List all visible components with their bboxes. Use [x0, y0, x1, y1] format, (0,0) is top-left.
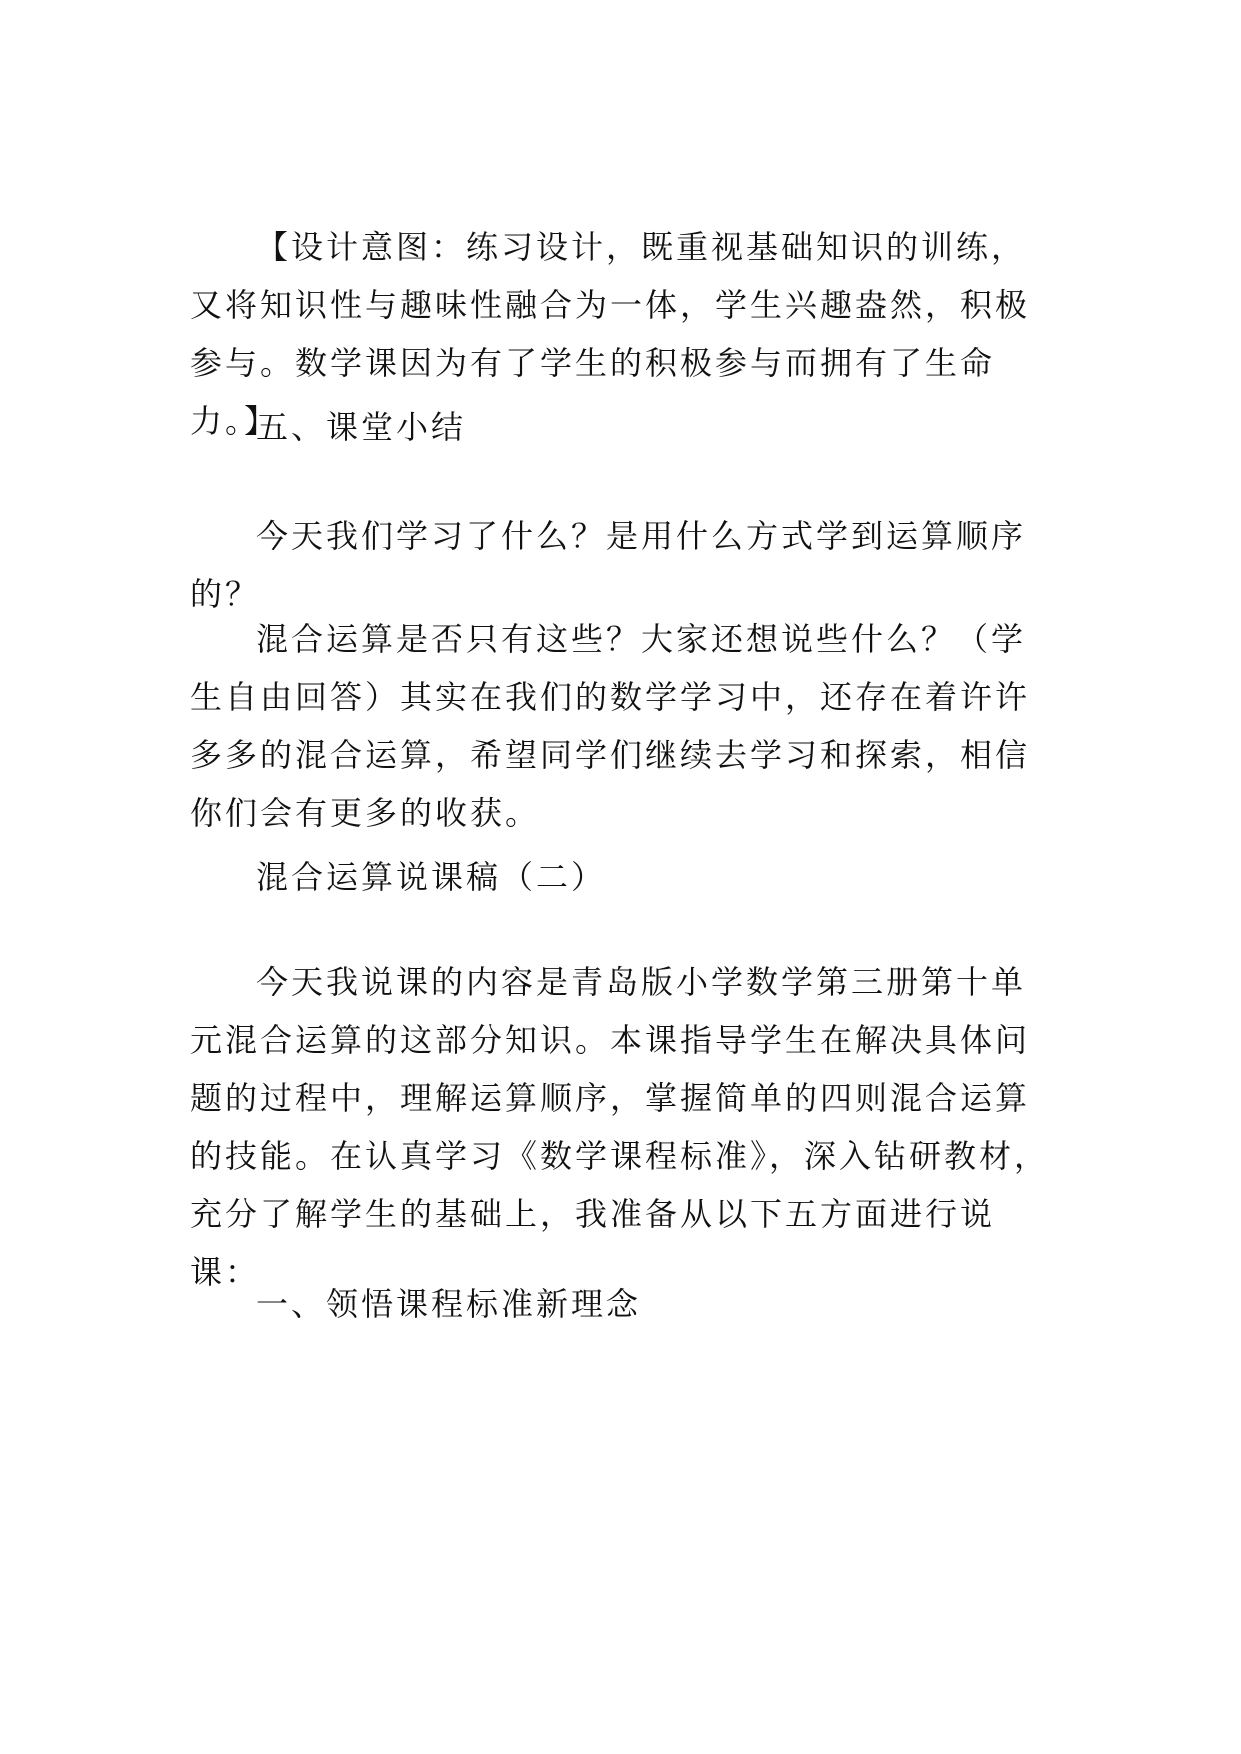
mixed-operations-paragraph: 混合运算是否只有这些？大家还想说些什么？（学生自由回答）其实在我们的数学学习中，还存在着许许多多的混合运算，希望同学们继续去学习和探索，相信你们会有更多的收获。: [190, 620, 1031, 832]
section-heading-standards: 一、领悟课程标准新理念: [256, 1285, 642, 1323]
lecture-intro-paragraph: 今天我说课的内容是青岛版小学数学第三册第十单元混合运算的这部分知识。本课指导学生在解决具体问题的过程中，理解运算顺序，掌握简单的四则混合运算的技能。在认真学习《数学课程标准》，深入钻研教材，充分了解学生的基础上，我准备从以下五方面进行说课：: [190, 963, 1050, 1291]
section-heading-summary: 五、课堂小结: [256, 408, 467, 446]
summary-question-paragraph: 今天我们学习了什么？是用什么方式学到运算顺序的？: [190, 517, 1027, 613]
lecture-draft-title: 混合运算说课稿（二）: [256, 858, 607, 896]
design-intent-paragraph: 【设计意图：练习设计，既重视基础知识的训练，又将知识性与趣味性融合为一体，学生兴趣盎然，积极参与。数学课因为有了学生的积极参与而拥有了生命力。】: [190, 228, 1031, 440]
